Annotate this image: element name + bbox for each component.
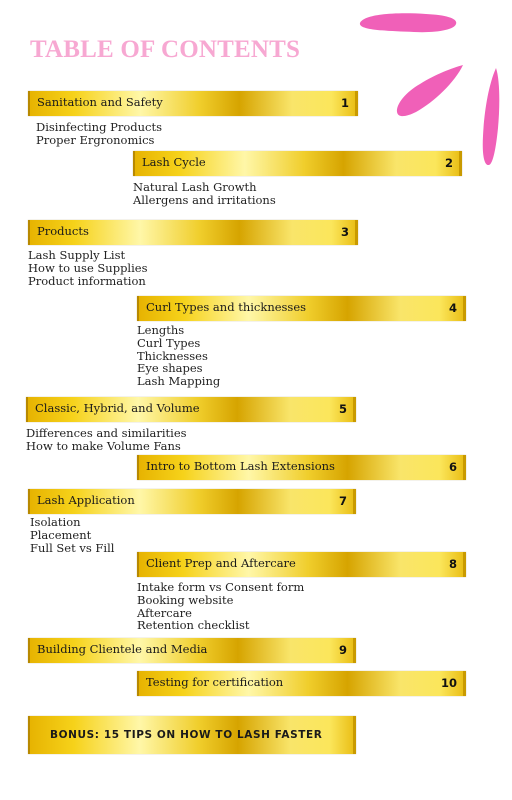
toc-subitem: Product information: [28, 273, 146, 288]
pink-petal-top-decoration: [356, 6, 460, 40]
toc-bar-client-prep: [137, 552, 466, 577]
toc-page-number: 9: [338, 643, 347, 657]
toc-page-number: 4: [448, 301, 457, 315]
toc-bar-label: Client Prep and Aftercare: [146, 556, 296, 570]
toc-subitem: Lash Mapping: [137, 374, 221, 389]
toc-subitem: How to use Supplies: [28, 260, 148, 275]
toc-subitem: Placement: [30, 527, 92, 542]
toc-bar-products: [28, 220, 358, 245]
toc-page-number: 8: [448, 557, 457, 571]
toc-page-number: 3: [340, 225, 349, 239]
toc-bar-lash-cycle: [133, 151, 462, 176]
toc-subitem: Booking website: [137, 592, 234, 607]
toc-bar-lash-application: [28, 489, 356, 514]
toc-subitem: Full Set vs Fill: [30, 540, 115, 555]
toc-subitem: Aftercare: [137, 605, 192, 620]
toc-bar-curl-types: [137, 296, 466, 321]
toc-subitem: Eye shapes: [137, 361, 203, 376]
toc-page-number: 5: [338, 402, 347, 416]
toc-page-number: 7: [338, 494, 347, 508]
toc-subitem: Curl Types: [137, 335, 201, 350]
toc-sublist-client-prep: [137, 581, 304, 632]
toc-subitem: Proper Ergronomics: [36, 132, 155, 147]
pink-petal-middle-decoration: [392, 62, 466, 120]
toc-subitem: Intake form vs Consent form: [137, 580, 305, 594]
toc-bar-clientele-media: [28, 638, 356, 663]
toc-page-number: 10: [440, 676, 457, 690]
toc-page-number: 6: [448, 460, 457, 474]
toc-bar-sanitation: [28, 91, 358, 116]
toc-subitem: Retention checklist: [137, 618, 250, 633]
toc-sublist-products: [28, 249, 148, 287]
toc-bonus-bar: [28, 716, 356, 754]
toc-subitem: Lash Supply List: [28, 248, 126, 262]
toc-bar-label: Testing for certification: [146, 675, 284, 689]
toc-subitem: Disinfecting Products: [36, 120, 163, 134]
toc-sublist-lash-cycle: [133, 181, 276, 207]
toc-sublist-lash-application: [30, 516, 114, 554]
toc-page-number: 1: [340, 96, 349, 110]
toc-bar-label: Curl Types and thicknesses: [146, 300, 307, 314]
toc-subitem: Allergens and irritations: [133, 192, 276, 207]
toc-page-number: 2: [444, 156, 453, 170]
toc-subitem: Lengths: [137, 323, 185, 337]
pink-petal-right-decoration: [478, 66, 504, 168]
toc-sublist-classic-hybrid-volume: [26, 427, 187, 453]
toc-bar-testing-certification: [137, 671, 466, 696]
toc-sublist-sanitation: [36, 121, 162, 147]
toc-bar-label: Lash Application: [37, 493, 135, 507]
toc-bar-label: Sanitation and Safety: [37, 95, 163, 109]
toc-bar-label: Lash Cycle: [142, 155, 206, 169]
toc-bar-label: Products: [37, 224, 89, 238]
toc-subitem: Differences and similarities: [26, 426, 187, 440]
toc-bar-label: Classic, Hybrid, and Volume: [35, 401, 200, 415]
toc-subitem: Thicknesses: [137, 348, 208, 363]
toc-subitem: Natural Lash Growth: [133, 180, 257, 194]
toc-subitem: Isolation: [30, 515, 81, 529]
toc-bar-bottom-lash: [137, 455, 466, 480]
toc-sublist-curl-types: [137, 324, 220, 388]
page-title: TABLE OF CONTENTS: [30, 36, 301, 63]
toc-bar-label: Intro to Bottom Lash Extensions: [146, 459, 335, 473]
toc-bar-label: Building Clientele and Media: [37, 642, 208, 656]
toc-bonus-label: BONUS: 15 TIPS ON HOW TO LASH FASTER: [50, 729, 323, 741]
toc-subitem: How to make Volume Fans: [26, 438, 181, 453]
toc-bar-classic-hybrid-volume: [26, 397, 356, 422]
